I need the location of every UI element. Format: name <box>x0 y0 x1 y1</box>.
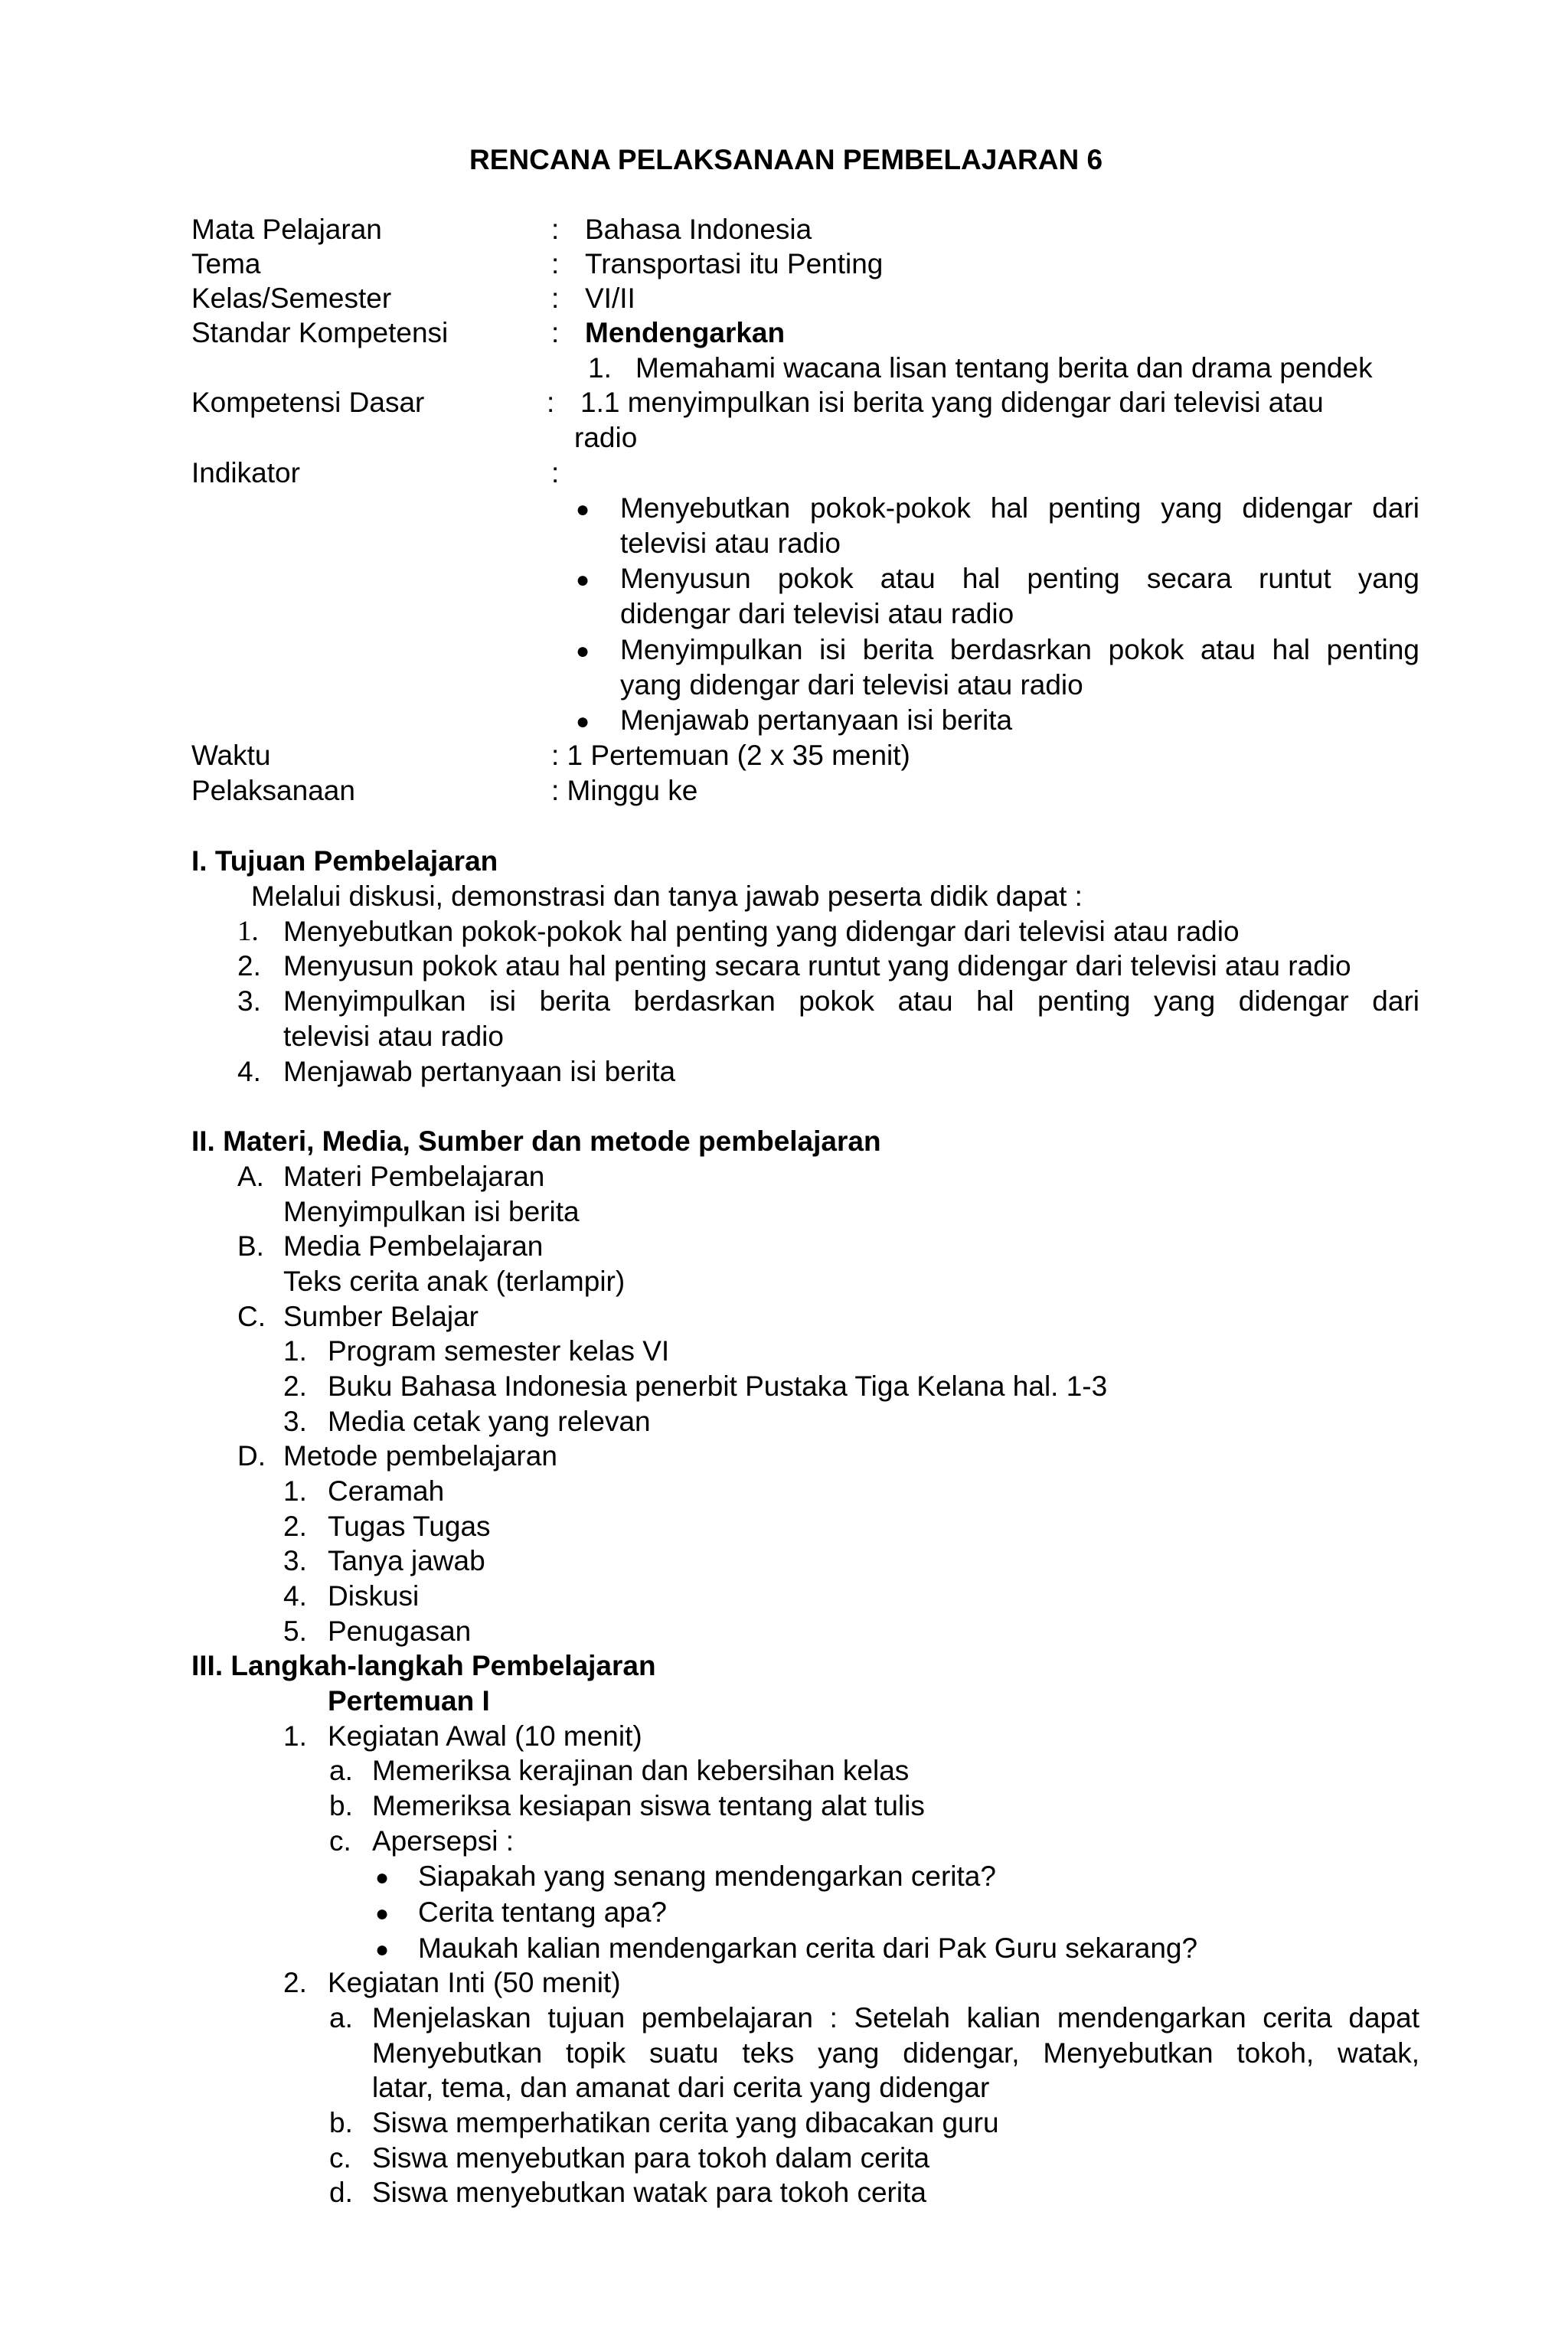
list-item-text: Tugas Tugas <box>328 1511 491 1542</box>
list-item-text: Menjelaskan tujuan pembelajaran : Setelah kalian mendengarkan cerita dapat <box>372 2002 1419 2034</box>
list-item-text: Menyebutkan topik suatu teks yang didengar, Menyebutkan tokoh, watak, <box>372 2037 1419 2069</box>
list-item-text: Siswa menyebutkan watak para tokoh cerita <box>372 2177 926 2208</box>
section-heading: II. Materi, Media, Sumber dan metode pembelajaran <box>191 1125 881 1157</box>
kelas-label: Kelas/Semester <box>191 283 392 314</box>
kegiatan-label: Kegiatan Inti (50 menit) <box>328 1967 621 1998</box>
list-number: 3. <box>283 1406 307 1437</box>
standar-label: Standar Kompetensi <box>191 317 449 348</box>
sub-letter: B. <box>237 1230 264 1262</box>
waktu-value: : 1 Pertemuan (2 x 35 menit) <box>551 740 910 771</box>
list-number: 1. <box>283 1720 307 1752</box>
kompetensi-sep: : <box>547 387 555 418</box>
list-number: 2. <box>283 1967 307 1998</box>
bullet-icon: ● <box>576 567 590 593</box>
list-item-text: Menyusun pokok atau hal penting secara runtut yang didengar dari televisi atau radio <box>283 950 1351 982</box>
bullet-icon: ● <box>375 1937 390 1962</box>
tema-value: Transportasi itu Penting <box>585 248 884 279</box>
pelaksanaan-label: Pelaksanaan <box>191 775 355 806</box>
page-title: RENCANA PELAKSANAAN PEMBELAJARAN 6 <box>469 144 1103 175</box>
kompetensi-line: radio <box>574 422 638 453</box>
section-intro: Melalui diskusi, demonstrasi dan tanya jawab peserta didik dapat : <box>251 880 1083 912</box>
list-item-text: Buku Bahasa Indonesia penerbit Pustaka Tiga Kelana hal. 1-3 <box>328 1370 1108 1402</box>
list-item-text: Media cetak yang relevan <box>328 1406 651 1437</box>
indikator-line: Menyimpulkan isi berita berdasrkan pokok atau hal penting <box>620 634 1419 665</box>
list-number: 4. <box>237 1056 261 1087</box>
indikator-line: didengar dari televisi atau radio <box>620 598 1014 629</box>
indikator-line: Menjawab pertanyaan isi berita <box>620 704 1013 736</box>
list-item-text: Menyebutkan pokok-pokok hal penting yang didengar dari televisi atau radio <box>283 916 1240 947</box>
list-number: 2. <box>237 950 261 982</box>
standar-sub-number: 1. <box>588 352 612 384</box>
list-number: 1. <box>283 1475 307 1507</box>
indikator-label: Indikator <box>191 457 300 488</box>
sub-content: Menyimpulkan isi berita <box>283 1196 580 1227</box>
sub-letter: b. <box>329 2107 353 2138</box>
bullet-icon: ● <box>576 497 590 522</box>
list-item-text: Menjawab pertanyaan isi berita <box>283 1056 676 1087</box>
mata-pelajaran-label: Mata Pelajaran <box>191 214 382 245</box>
list-number: 1. <box>283 1335 307 1367</box>
list-number: 2. <box>283 1370 307 1402</box>
sub-letter: A. <box>237 1161 264 1192</box>
list-item-text: Penugasan <box>328 1615 472 1647</box>
sub-label: Materi Pembelajaran <box>283 1161 545 1192</box>
kompetensi-line: 1.1 menyimpulkan isi berita yang didengar dari televisi atau <box>580 387 1324 418</box>
section-heading: I. Tujuan Pembelajaran <box>191 845 498 877</box>
list-item-text: Memeriksa kesiapan siswa tentang alat tulis <box>372 1790 925 1821</box>
list-item-text: Maukah kalian mendengarkan cerita dari Pak Guru sekarang? <box>418 1932 1198 1964</box>
sub-letter: d. <box>329 2177 353 2208</box>
standar-sep: : <box>551 317 560 348</box>
pertemuan-heading: Pertemuan I <box>328 1685 490 1717</box>
list-item-text: Siswa memperhatikan cerita yang dibacakan guru <box>372 2107 999 2138</box>
list-item-text: latar, tema, dan amanat dari cerita yang didengar <box>372 2072 990 2103</box>
sub-label: Sumber Belajar <box>283 1301 479 1332</box>
waktu-label: Waktu <box>191 740 271 771</box>
mata-pelajaran-value: Bahasa Indonesia <box>585 214 812 245</box>
list-item-text: Ceramah <box>328 1475 445 1507</box>
list-item-text: Menyimpulkan isi berita berdasrkan pokok atau hal penting yang didengar dari <box>283 985 1419 1017</box>
bullet-icon: ● <box>576 639 590 664</box>
indikator-line: Menyusun pokok atau hal penting secara runtut yang <box>620 563 1419 594</box>
sub-letter: C. <box>237 1301 266 1332</box>
sub-letter: b. <box>329 1790 353 1821</box>
bullet-icon: ● <box>375 1901 390 1926</box>
list-item-text: Siapakah yang senang mendengarkan cerita? <box>418 1860 996 1892</box>
sub-content: Teks cerita anak (terlampir) <box>283 1266 626 1297</box>
list-item-text: Tanya jawab <box>328 1545 485 1576</box>
list-number: 4. <box>283 1580 307 1612</box>
bullet-icon: ● <box>375 1865 390 1890</box>
kelas-value: VI/II <box>585 283 635 314</box>
list-item-text: Program semester kelas VI <box>328 1335 670 1367</box>
kompetensi-label: Kompetensi Dasar <box>191 387 425 418</box>
list-number: 1. <box>237 916 259 947</box>
pelaksanaan-value: : Minggu ke <box>551 775 698 806</box>
list-item-text: Diskusi <box>328 1580 420 1612</box>
tema-sep: : <box>551 248 560 279</box>
indikator-line: Menyebutkan pokok-pokok hal penting yang didengar dari <box>620 492 1419 524</box>
indikator-sep: : <box>551 457 560 488</box>
indikator-line: televisi atau radio <box>620 528 841 559</box>
indikator-line: yang didengar dari televisi atau radio <box>620 669 1083 701</box>
list-item-text: Cerita tentang apa? <box>418 1896 668 1928</box>
kelas-sep: : <box>551 283 560 314</box>
list-item-text: Siswa menyebutkan para tokoh dalam cerita <box>372 2142 930 2174</box>
standar-sub-text: Memahami wacana lisan tentang berita dan drama pendek <box>635 352 1373 384</box>
list-number: 5. <box>283 1615 307 1647</box>
sub-label: Media Pembelajaran <box>283 1230 544 1262</box>
sub-letter: c. <box>329 2142 351 2174</box>
sub-letter: c. <box>329 1825 351 1857</box>
sub-letter: D. <box>237 1440 266 1472</box>
tema-label: Tema <box>191 248 261 279</box>
sub-letter: a. <box>329 2002 353 2034</box>
list-item-text: Memeriksa kerajinan dan kebersihan kelas <box>372 1755 910 1786</box>
list-item-text: televisi atau radio <box>283 1021 504 1052</box>
bullet-icon: ● <box>576 709 590 734</box>
list-number: 3. <box>237 985 261 1017</box>
list-item-text: Apersepsi : <box>372 1825 514 1857</box>
list-number: 2. <box>283 1511 307 1542</box>
standar-value: Mendengarkan <box>585 317 786 348</box>
list-number: 3. <box>283 1545 307 1576</box>
mata-pelajaran-sep: : <box>551 214 560 245</box>
section-heading: III. Langkah-langkah Pembelajaran <box>191 1650 656 1681</box>
sub-letter: a. <box>329 1755 353 1786</box>
kegiatan-label: Kegiatan Awal (10 menit) <box>328 1720 642 1752</box>
sub-label: Metode pembelajaran <box>283 1440 557 1472</box>
